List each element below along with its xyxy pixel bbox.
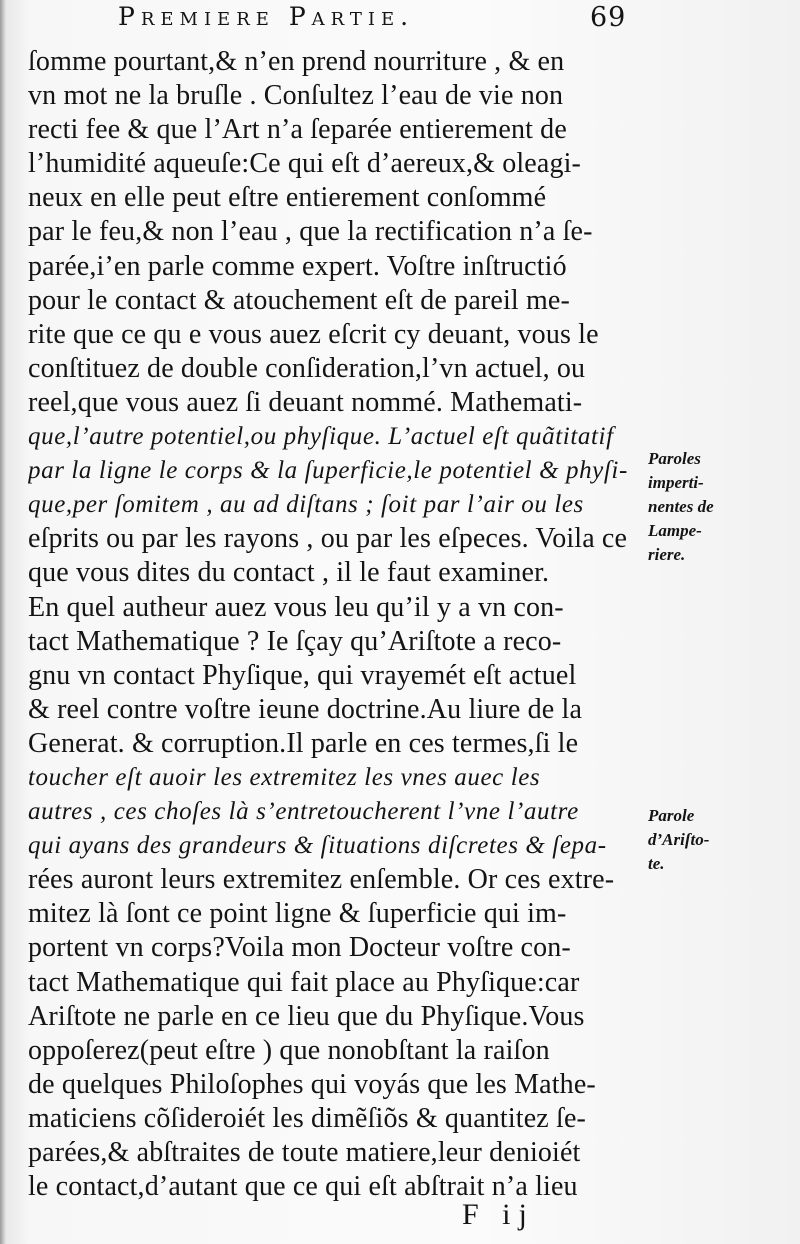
text-line: vn mot ne la bruſle . Conſultez l’eau de vie non: [28, 80, 564, 112]
text-line: le contact,d’autant que ce qui eſt abſtrait n’a lieu: [28, 1171, 578, 1203]
margin-note-line: Paroles: [648, 449, 701, 468]
text-line: oppoſerez(peut eſtre ) que nonobſtant la raiſon: [28, 1034, 550, 1066]
text-line: pour le contact & atouchement eſt de pareil me-: [28, 284, 570, 316]
margin-note-aristote: [648, 804, 798, 876]
running-title: Premiere Partie.: [118, 2, 415, 31]
text-line: qui ayans des grandeurs & ſituations diſcretes & ſepa-: [28, 832, 607, 860]
page-header: [118, 2, 678, 42]
text-line: ſomme pourtant,& n’en prend nourriture , & en: [28, 46, 565, 77]
text-line: gnu vn contact Phyſique, qui vrayemét eſt actuel: [28, 659, 577, 691]
text-line: Ariſtote ne parle en ce lieu que du Phyſique.Vous: [28, 1000, 585, 1032]
text-line: reel,que vous auez ſi deuant nommé. Mathemati-: [28, 386, 583, 418]
text-line: & reel contre voſtre ieune doctrine.Au liure de la: [28, 693, 583, 725]
text-line: tact Mathematique ? Ie ſçay qu’Ariſtote a reco-: [28, 625, 562, 657]
text-line: mitez là ſont ce point ligne & ſuperficie qui im-: [28, 898, 567, 930]
text-line: que vous dites du contact , il le faut examiner.: [28, 557, 550, 589]
text-line: que,l’autre potentiel,ou phyſique. L’actuel eſt quãtitatif: [28, 423, 614, 451]
margin-note-line: Parole: [648, 806, 695, 825]
margin-note-line: Lampe-: [648, 521, 702, 540]
text-line: parées,& abſtraites de toute matiere,leur denioiét: [28, 1137, 581, 1168]
text-line: que,per ſomitem , au ad diſtans ; ſoit par l’air ou les: [28, 491, 584, 519]
text-line: par le feu,& non l’eau , que la rectification n’a ſe-: [28, 216, 593, 248]
text-line: parée,i’en parle comme expert. Voſtre inſtructió: [28, 250, 567, 282]
text-line: tact Mathematique qui fait place au Phyſique:car: [28, 966, 580, 998]
text-line: rite que ce qu e vous auez eſcrit cy deuant, vous le: [28, 318, 599, 350]
page-number: 69: [590, 2, 627, 33]
text-line: conſtituez de double conſideration,l’vn actuel, ou: [28, 352, 586, 384]
text-line: rées auront leurs extremitez enſemble. Or ces extre-: [28, 864, 615, 896]
text-line: par la ligne le corps & la ſuperficie,le potentiel & phyſi-: [28, 457, 628, 485]
text-line: autres , ces choſes là s’entretoucherent l’vne l’autre: [28, 798, 579, 826]
text-line: l’humidité aqueuſe:Ce qui eſt d’aereux,& oleagi-: [28, 148, 582, 180]
text-line: maticiens cõſideroiét les dimẽſiõs & quantitez ſe-: [28, 1102, 586, 1134]
margin-note-line: te.: [648, 854, 665, 873]
body-text: [28, 45, 658, 1204]
margin-note-line: d’Ariſto-: [648, 830, 710, 849]
text-line: eſprits ou par les rayons , ou par les eſpeces. Voila ce: [28, 523, 628, 555]
text-line: Generat. & corruption.Il parle en ces termes,ſi le: [28, 727, 579, 759]
margin-note-lamperiere: [648, 447, 798, 567]
text-line: portent vn corps?Voila mon Docteur voſtre con-: [28, 932, 571, 964]
text-line: toucher eſt auoir les extremitez les vnes auec les: [28, 763, 541, 791]
margin-note-line: imperti-: [648, 473, 704, 492]
text-line: recti fee & que l’Art n’a ſeparée entierement de: [28, 114, 567, 146]
margin-note-line: riere.: [648, 545, 686, 564]
text-line: neux en elle peut eſtre entierement conſommé: [28, 182, 547, 214]
text-line: En quel autheur auez vous leu qu’il y a vn con-: [28, 591, 564, 623]
text-line: de quelques Philoſophes qui voyás que les Mathe-: [28, 1068, 596, 1100]
margin-note-line: nentes de: [648, 497, 714, 516]
signature-mark: F ij: [462, 1198, 535, 1231]
